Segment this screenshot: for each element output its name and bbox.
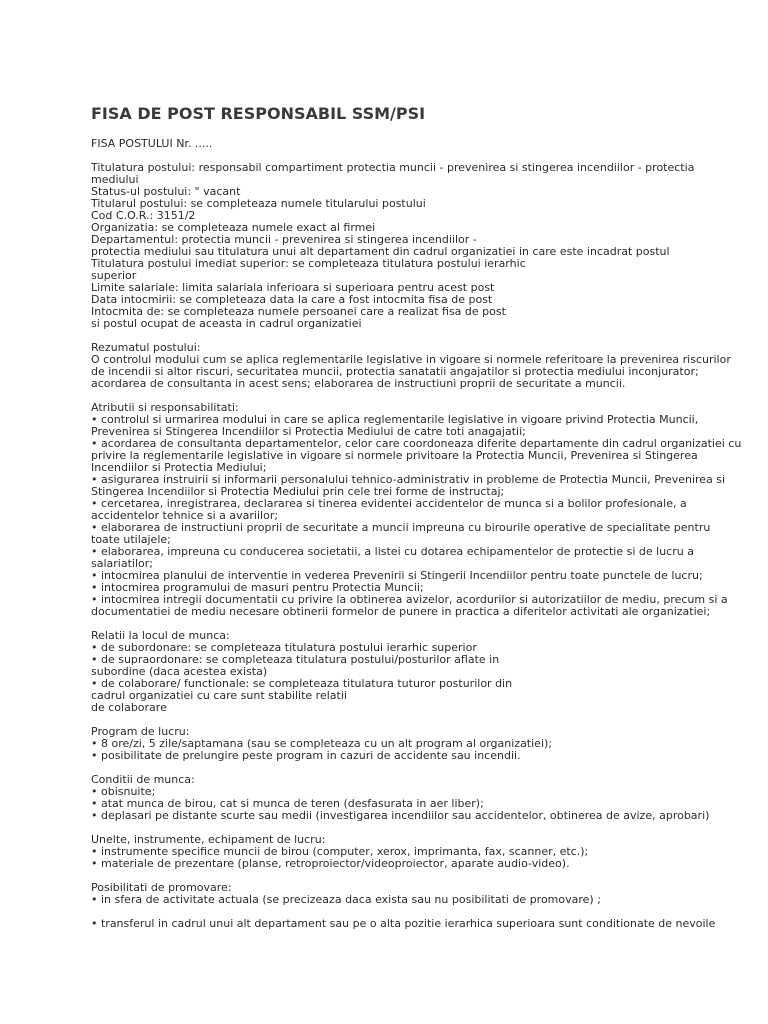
text-line: protectia mediului sau titulatura unui alt departament din cadrul organizatiei in care este incadrat postul (91, 245, 670, 258)
section-heading: Relatii la locul de munca: (91, 629, 230, 642)
document-section (91, 138, 708, 150)
text-line: accidentelor tehnice si a avariilor; (91, 509, 279, 522)
text-line: Organizatia: se completeaza numele exact al firmei (91, 221, 376, 234)
text-line: • controlul si urmarirea modului in care se aplica reglementarile legislative in vigoare privind Protectia Muncii, (91, 413, 699, 426)
text-line: documentatiei de mediu necesare obtinerii formelor de punere in practica a diferitelor activitati ale organizatiei; (91, 605, 711, 618)
document-body (91, 137, 742, 930)
text-line: Data intocmirii: se completeaza data la care a fost intocmita fisa de post (91, 293, 493, 306)
text-line: Limite salariale: limita salariala inferioara si superioara pentru acest post (91, 281, 495, 294)
text-line: Intocmita de: se completeaza numele persoanei care a realizat fisa de post (91, 305, 506, 318)
text-line: • materiale de prezentare (planse, retroproiector/videoproiector, aparate audio-video). (91, 857, 570, 870)
text-line: • cercetarea, inregistrarea, declararea si tinerea evidentei accidentelor de munca si a bolilor profesionale, a (91, 497, 687, 510)
text-line: Cod C.O.R.: 3151/2 (91, 209, 196, 222)
section-heading: Conditii de munca: (91, 773, 195, 786)
text-line: Prevenirea si Stingerea Incendiilor si Protectia Mediului de catre toti anagajatii; (91, 425, 526, 438)
text-line: mediului (91, 173, 139, 186)
document-section (91, 401, 742, 618)
text-line: • elaborarea, impreuna cu conducerea societatii, a listei cu dotarea echipamentelor de protectie si de lucru a (91, 545, 694, 558)
text-line: • asigurarea instruirii si informarii personalului tehnico-administrativ in probleme de Protectia Muncii, Prevenirea si (91, 473, 726, 486)
document-title: FISA DE POST RESPONSABIL SSM/PSI (91, 104, 426, 123)
section-heading: Program de lucru: (91, 725, 190, 738)
document-section (91, 834, 708, 870)
text-line: • transferul in cadrul unui alt departament sau pe o alta pozitie ierarhica superioara sunt conditionate de nevoile (91, 917, 716, 930)
text-line: • 8 ore/zi, 5 zile/saptamana (sau se completeaza cu un alt program al organizatiei); (91, 737, 552, 750)
section-heading: Atributii si responsabilitati: (91, 401, 239, 414)
text-line: superior (91, 269, 137, 282)
text-line: • intocmirea programului de masuri pentru Protectia Muncii; (91, 581, 424, 594)
text-line: • intocmirea intregii documentatii cu privire la obtinerea avizelor, acordurilor si autorizatiilor de mediu, precum si a (91, 593, 728, 606)
text-line: FISA POSTULUI Nr. ..... (91, 137, 213, 150)
text-line: subordine (daca acestea exista) (91, 665, 268, 678)
text-line: O controlul modului cum se aplica reglementarile legislative in vigoare si normele referitoare la prevenirea riscurilor (91, 353, 731, 366)
text-line: Titularul postului: se completeaza numele titularului postului (91, 197, 426, 210)
text-line: acordarea de consultanta in acest sens; elaborarea de instructiuni proprii de securitate a muncii. (91, 377, 626, 390)
text-line: si postul ocupat de aceasta in cadrul organizatiei (91, 317, 362, 330)
section-heading: Unelte, instrumente, echipament de lucru: (91, 833, 326, 846)
text-line: Titulatura postului: responsabil compartiment protectia muncii - prevenirea si stingerea incendiilor - protectia (91, 161, 695, 174)
text-line: de colaborare (91, 701, 167, 714)
text-line: Status-ul postului: " vacant (91, 185, 241, 198)
text-line: privire la reglementarile legislative in vigoare si normele privitoare la Protectia Muncii, Prevenirea si Stingerea (91, 449, 698, 462)
document-section (91, 630, 708, 714)
document-section (91, 881, 716, 930)
text-line: • acordarea de consultanta departamentelor, celor care coordoneaza diferite departamente din cadrul organizatiei cu (91, 437, 742, 450)
text-line: • intocmirea planului de interventie in vederea Prevenirii si Stingerii Incendiilor pentru toate punctele de lucru; (91, 569, 703, 582)
text-line: Titulatura postului imediat superior: se completeaza titulatura postului ierarhic (91, 257, 526, 270)
text-line: • obisnuite; (91, 785, 156, 798)
text-line: de incendii si altor riscuri, securitatea muncii, protectia sanatatii angajatilor si protectia mediului inconjurator; (91, 365, 699, 378)
document-section (91, 162, 708, 330)
text-line: toate utilajele; (91, 533, 171, 546)
text-line: Departamentul: protectia muncii - prevenirea si stingerea incendiilor - (91, 233, 477, 246)
section-heading: Posibilitati de promovare: (91, 881, 232, 894)
text-line: • de subordonare: se completeaza titulatura postului ierarhic superior (91, 641, 477, 654)
section-heading: Rezumatul postului: (91, 341, 201, 354)
text-line: • de supraordonare: se completeaza titulatura postului/posturilor aflate in (91, 653, 500, 666)
text-line: • instrumente specifice muncii de birou (computer, xerox, imprimanta, fax, scanner, etc.); (91, 845, 589, 858)
text-line: • elaborarea de instructiuni proprii de securitate a muncii impreuna cu birourile operative de specialitate pentru (91, 521, 711, 534)
document-section (91, 774, 708, 822)
text-line: • deplasari pe distante scurte sau medii (investigarea incendiilor sau accidentelor, obtinerea de avize, aprobari) (91, 809, 710, 822)
document-section (91, 726, 708, 762)
text-line: • de colaborare/ functionale: se completeaza titulatura tuturor posturilor din (91, 677, 513, 690)
text-line: Stingerea Incendiilor si Protectia Mediului prin cele trei forme de instructaj; (91, 485, 505, 498)
document-section (91, 341, 731, 390)
text-line: Incendiilor si Protectia Mediului; (91, 461, 267, 474)
text-line: salariatilor; (91, 557, 153, 570)
text-line: • in sfera de activitate actuala (se precizeaza daca exista sau nu posibilitati de promovare) ; (91, 893, 601, 906)
text-line: • posibilitate de prelungire peste program in cazuri de accidente sau incendii. (91, 749, 521, 762)
text-line: • atat munca de birou, cat si munca de teren (desfasurata in aer liber); (91, 797, 484, 810)
text-line: cadrul organizatiei cu care sunt stabilite relatii (91, 689, 347, 702)
